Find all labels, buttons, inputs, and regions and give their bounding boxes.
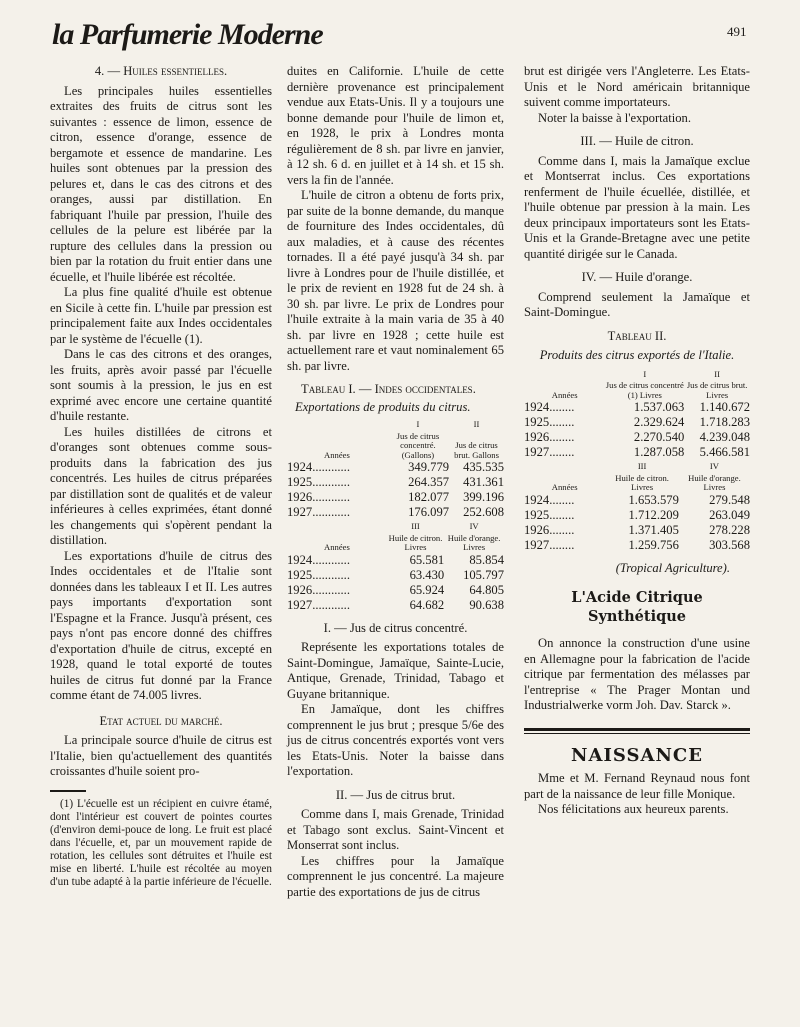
- section-heading: 4. — Huiles essentielles.: [94, 64, 228, 78]
- column-1: [50, 64, 272, 889]
- table1-lower: III IV Années Huile de citron. Livres Huile d'orange. Livres 1924............ 65.581 85.854 1925............ 63.430 105.797 1926............ 65.924 64.805 1927............ 64.682 90.638: [287, 521, 504, 612]
- paragraph: Les huiles distillées de citrons et d'oranges sont obtenues comme sous-produits dans la fabrication des jus concentrés. Les huiles de citrus préparées par distillation sont de qualités et de valeur inférieures à celles exprimées, étant donné les changements qui s'opèrent pendant la distillation.: [50, 424, 272, 547]
- table-row: 1927............ 176.097 252.608: [287, 505, 504, 519]
- paragraph: Comme dans I, mais la Jamaïque exclue et Montserrat inclus. Ces exportations renferment de l'huile écuellée, distillée, et l'huile obtenue par pression à la main. Les deux principaux importateurs sont les Etats-Unis et la Grande-Bretagne avec une petite quantité dirigée sur le Canada.: [524, 153, 750, 261]
- footnote: (1) L'écuelle est un récipient en cuivre étamé, dont l'intérieur est couvert de pointes courtes (d'environ demi-pouce de long. Le fruit est placé dans l'écuelle, et, par un mouvement rapide de rotation, les cellules sont détruites et l'huile est mise en liberté. L'huile est récoltée au moyen d'un tube adapté à la partie inférieure de l'écuelle.: [50, 797, 272, 888]
- table-row: 1926........ 1.371.405 278.228: [524, 522, 750, 537]
- table-row: 1927............ 64.682 90.638: [287, 597, 504, 612]
- table1-subtitle: Exportations de produits du citrus.: [295, 399, 471, 414]
- subheading-IV: IV. — Huile d'orange.: [581, 270, 693, 284]
- subheading-II: II. — Jus de citrus brut.: [335, 787, 456, 802]
- table2-source: (Tropical Agriculture).: [615, 560, 730, 575]
- naissance-title: NAISSANCE: [571, 744, 703, 766]
- paragraph: La plus fine qualité d'huile est obtenue en Sicile à cette fin. L'huile par pression est principalement faite aux Indes occidentales par le système de l'écuelle (1).: [50, 285, 272, 346]
- table-row: 1924............ 65.581 85.854: [287, 552, 504, 567]
- paragraph: Comprend seulement la Jamaïque et Saint-Domingue.: [524, 289, 750, 319]
- table-row: 1924............ 349.779 435.535: [287, 460, 504, 474]
- paragraph: brut est dirigée vers l'Angleterre. Les Etats-Unis et le Nord américain britannique suivent comme importateurs.: [524, 64, 750, 109]
- table-row: 1925........ 1.712.209 263.049: [524, 507, 750, 522]
- table2-subtitle: Produits des citrus exportés de l'Italie.: [539, 348, 735, 362]
- column-3: [524, 64, 750, 818]
- paragraph: Les chiffres pour la Jamaïque comprennent le jus concentré. La majeure partie des exportations de jus de citrus: [287, 853, 504, 899]
- subheading-market: Etat actuel du marché.: [99, 713, 223, 728]
- table2-upper: I II Années Jus de citrus concentré (1) Livres Jus de citrus brut. Livres 1924........ 1.537.063 1.140.672 1925........ 2.329.624 1.718.283 1926........ 2.270.540 4.239.048 1927........ 1.287.058 5.466.581: [524, 368, 750, 459]
- page-number: 491: [727, 24, 747, 39]
- paragraph: Mme et M. Fernand Reynaud nous font part de la naissance de leur fille Monique.: [524, 771, 750, 801]
- paragraph: Les exportations d'huile de citrus des Indes occidentales et de l'Italie sont données dans les tableaux I et II. Les autres pays importants d'exportation sont l'Espagne et la France. Jusqu'à présent, ces pays n'ont pas encore donné des chiffres d'exportation d'huile de citrus, excepté en 1928, quand le total exporté de toutes huiles de citrus fut donné par la France comme étant de 74.005 livres.: [50, 548, 272, 702]
- table-row: 1925............ 63.430 105.797: [287, 567, 504, 582]
- paragraph: Les principales huiles essentielles extraites des fruits de citrus sont les suivantes : essence de limon, essence de citron, essence d'orange, essence de bergamote et essence de mandarine. Les huiles sont obtenues par la pression des pelures et, dans le cas des citrons et des oranges, aussi par distillation. En fabriquant l'huile par pression, l'huile des cellules de la pelure est libérée par la rupture des cellules dans la pression ou bien par la rotation du fruit entier dans une écuelle, et l'huile libérée est récoltée.: [50, 83, 272, 284]
- table2-lower: III IV Années Huile de citron. Livres Huile d'orange. Livres 1924........ 1.653.579 279.548 1925........ 1.712.209 263.049 1926........ 1.371.405 278.228 1927........ 1.259.756 303.568: [524, 461, 750, 552]
- section-divider: [524, 728, 750, 734]
- masthead: la Parfumerie Moderne: [52, 18, 323, 51]
- table1-title: Tableau I. — Indes occidentales.: [301, 382, 476, 396]
- paragraph: L'huile de citron a obtenu de forts prix, par suite de la bonne demande, du manque de fourniture des Indes occidentales, dû aux maladies, et à cause des récentes tornades. Il a été payé jusqu'à 34 sh. par livre à Londres pour de l'huile distillée, et le prix de revient en 1928 fut de 24 sh. à 30 sh. par livre. Le prix de Londres pour l'huile extraite à la main varia de 35 à 40 sh. par livre en 1928 ; cette huile est actuellement rare et vaut nominalement 65 sh. par livre.: [287, 188, 504, 373]
- table-row: 1924........ 1.653.579 279.548: [524, 492, 750, 507]
- paragraph: Représente les exportations totales de Saint-Domingue, Jamaïque, Sainte-Lucie, Antique, Grenade, Trinidad, Tabago et Guyane britannique.: [287, 640, 504, 701]
- table-row: 1925........ 2.329.624 1.718.283: [524, 415, 750, 429]
- paragraph: Nos félicitations aux heureux parents.: [538, 802, 729, 816]
- table-row: 1927........ 1.259.756 303.568: [524, 537, 750, 552]
- paragraph: Noter la baisse à l'exportation.: [538, 110, 691, 125]
- footnote-rule: [50, 790, 86, 792]
- table2-title: Tableau II.: [607, 328, 667, 343]
- paragraph: Comme dans I, mais Grenade, Trinidad et Tabago sont exclus. Saint-Vincent et Monserrat sont inclus.: [287, 807, 504, 852]
- table-row: 1926........ 2.270.540 4.239.048: [524, 430, 750, 444]
- paragraph: On annonce la construction d'une usine en Allemagne pour la fabrication de l'acide citrique par fermentation des mélasses par l'entreprise « The Prager Montan und Industrialwerke vorm Joh. Dav. Starck ».: [524, 636, 750, 712]
- acide-title: L'Acide Citrique Synthétique: [571, 589, 703, 625]
- table-row: 1926............ 65.924 64.805: [287, 582, 504, 597]
- column-2: [287, 64, 504, 900]
- subheading-III: III. — Huile de citron.: [580, 134, 694, 148]
- table-row: 1927........ 1.287.058 5.466.581: [524, 445, 750, 459]
- table-row: 1926............ 182.077 399.196: [287, 490, 504, 504]
- table-row: 1924........ 1.537.063 1.140.672: [524, 400, 750, 414]
- table1-upper: I II Années Jus de citrus concentré. (Gallons) Jus de citrus brut. Gallons 1924............ 349.779 435.535 1925............ 264.357 431.361 1926............ 182.077 399.196 1927............ 176.097 252.608: [287, 419, 504, 519]
- subheading-I: I. — Jus de citrus concentré.: [323, 620, 468, 635]
- paragraph: duites en Californie. L'huile de cette dernière provenance est principalement vendue aux Etats-Unis. Il y a toujours une bonne demande pour l'huile de limon et, en 1928, le prix à Londres monta régulièrement de 8 sh. par livre en janvier, à 12 sh. 6 d. en juillet et à 14 sh. et 15 sh. vers la fin de l'année.: [287, 64, 504, 187]
- paragraph: Dans le cas des citrons et des oranges, les fruits, après avoir passé par l'écuelle sont soumis à la pression, le jus en est exprimé avec encore une certaine quantité d'huile restante.: [50, 347, 272, 423]
- paragraph: La principale source d'huile de citrus est l'Italie, bien qu'actuellement des quantités croissantes d'huile soient pro-: [50, 733, 272, 778]
- table-row: 1925............ 264.357 431.361: [287, 475, 504, 489]
- paragraph: En Jamaïque, dont les chiffres comprennent le jus brut ; presque 5/6e des jus de citrus concentrés exportés vont vers les Etats-Unis. Noter la baisse dans l'exportation.: [287, 702, 504, 778]
